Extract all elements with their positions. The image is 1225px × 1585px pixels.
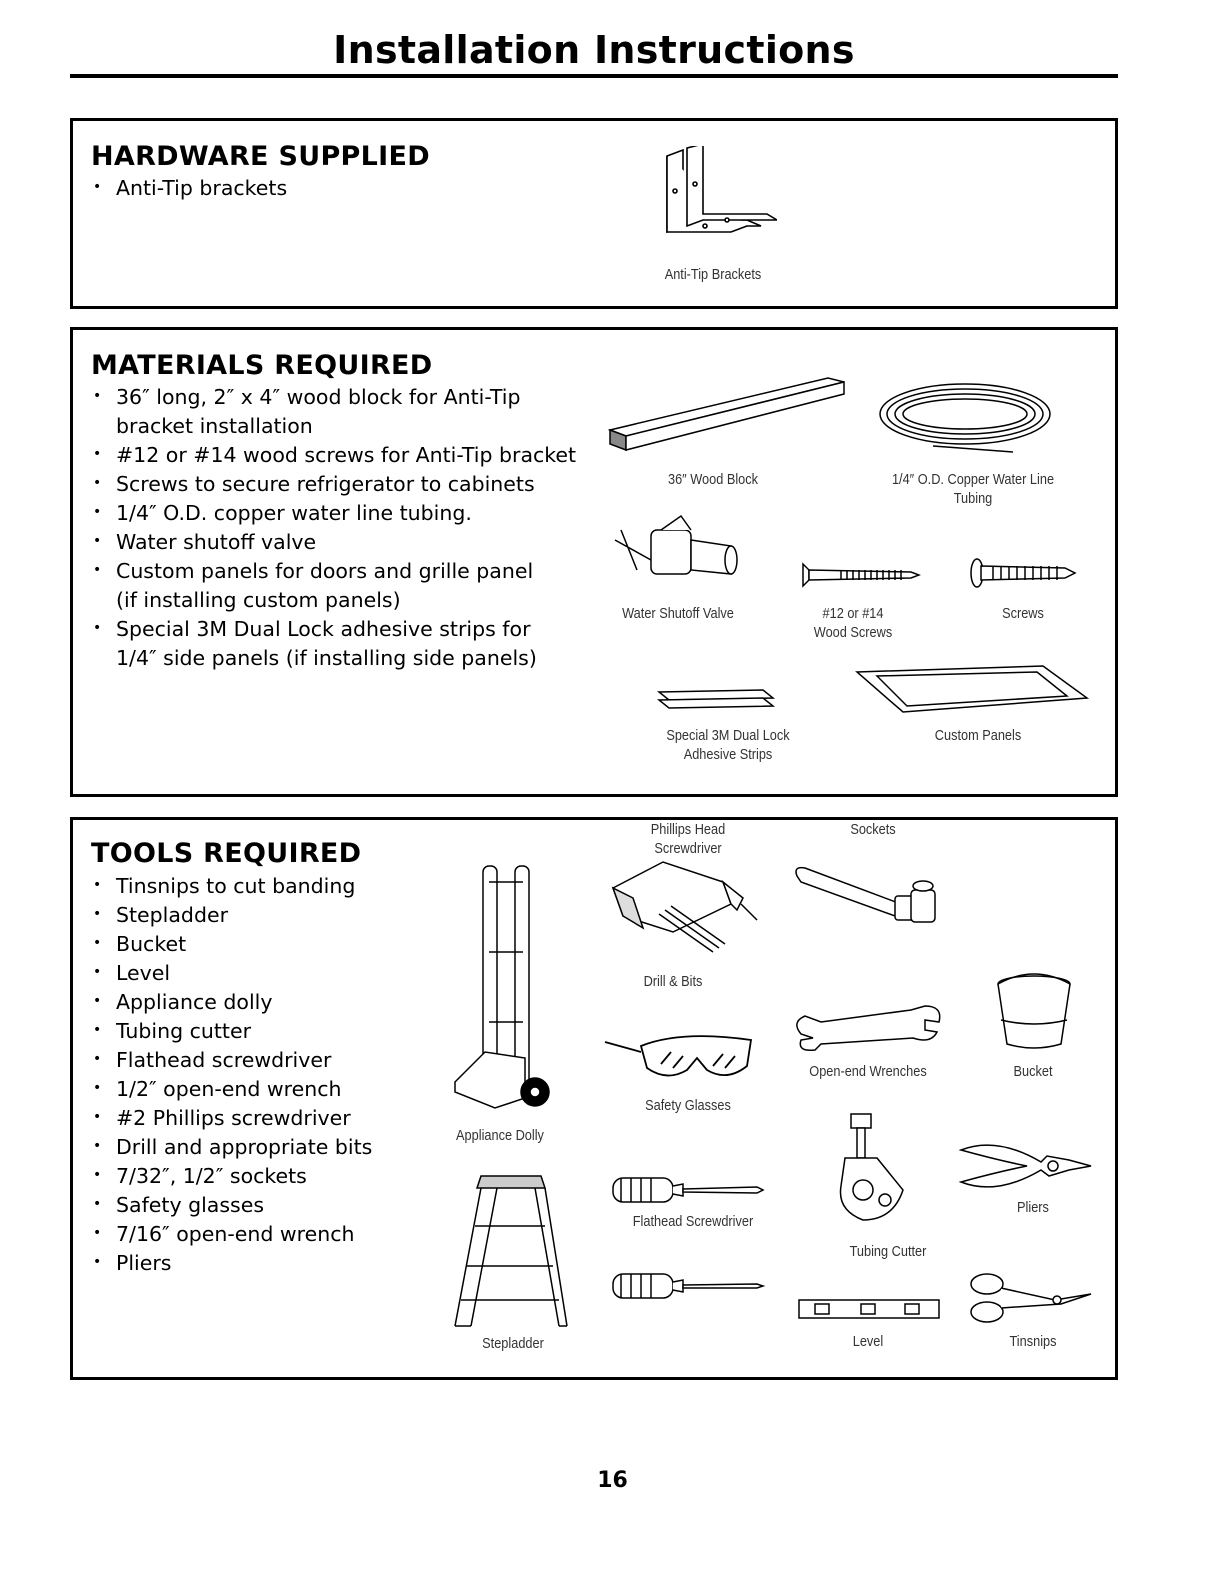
hardware-supplied-section [70, 118, 1118, 309]
flathead-screwdriver-icon [609, 1174, 769, 1208]
hardware-heading: HARDWARE SUPPLIED [91, 141, 430, 172]
sockets-icon [791, 860, 951, 930]
wood-block-icon [608, 372, 848, 452]
figure-caption: Custom Panels [934, 727, 1022, 744]
list-item: • Pliers [93, 1249, 372, 1278]
list-item: • Special 3M Dual Lock adhesive strips for [93, 615, 576, 644]
figure-caption: Tinsnips [1009, 1333, 1057, 1350]
tools-heading: TOOLS REQUIRED [91, 838, 362, 869]
custom-panels-icon [853, 664, 1093, 718]
figure-caption: Water Shutoff Valve [622, 605, 734, 622]
figure-caption: Pliers [1017, 1199, 1049, 1216]
safety-glasses-icon [601, 1022, 761, 1092]
materials-required-section [70, 327, 1118, 797]
figure-caption: Safety Glasses [645, 1097, 731, 1114]
list-item: • Screws to secure refrigerator to cabinets [93, 470, 576, 499]
level-icon [795, 1294, 945, 1324]
phillips-screwdriver-icon [609, 1270, 769, 1304]
title-rule [70, 74, 1118, 78]
list-item: • 7/32″, 1/2″ sockets [93, 1162, 372, 1191]
copper-tubing-icon [873, 374, 1063, 454]
list-item: • Drill and appropriate bits [93, 1133, 372, 1162]
list-item-continuation: (if installing custom panels) [116, 588, 401, 612]
list-item: • Bucket [93, 930, 372, 959]
screws-icon [969, 556, 1079, 590]
wood-screws-icon [801, 560, 921, 590]
stepladder-icon [441, 1166, 571, 1336]
open-end-wrenches-icon [791, 1000, 951, 1060]
figure-caption: Open-end Wrenches [809, 1063, 927, 1080]
list-item: • Tinsnips to cut banding [93, 872, 372, 901]
drill-icon [603, 848, 763, 958]
figure-caption: Special 3M Dual Lock Adhesive Strips [666, 727, 790, 763]
figure-caption: Stepladder [482, 1335, 544, 1352]
pliers-icon [957, 1136, 1097, 1196]
list-item: • #12 or #14 wood screws for Anti-Tip bracket [93, 441, 576, 470]
list-item: • Appliance dolly [93, 988, 372, 1017]
list-item: • Custom panels for doors and grille panel [93, 557, 576, 586]
figure-caption: Flathead Screwdriver [632, 1213, 754, 1230]
materials-list [93, 383, 576, 673]
tinsnips-icon [965, 1268, 1095, 1328]
list-item-continuation: 1/4″ side panels (if installing side panels) [116, 646, 537, 670]
figure-caption: Anti-Tip Brackets [664, 266, 762, 283]
bucket-icon [989, 972, 1079, 1052]
figure-caption: Tubing Cutter [849, 1243, 927, 1260]
anti-tip-brackets-icon [647, 146, 777, 246]
list-item: • 36″ long, 2″ x 4″ wood block for Anti-Tip [93, 383, 576, 412]
figure-caption: Level [852, 1333, 884, 1350]
figure-caption: Phillips Head Screwdriver [650, 821, 726, 857]
materials-heading: MATERIALS REQUIRED [91, 350, 433, 381]
list-item-continuation: bracket installation [116, 414, 313, 438]
appliance-dolly-icon [445, 862, 555, 1122]
tools-list [93, 872, 372, 1278]
hardware-list [93, 174, 287, 203]
list-item: • Safety glasses [93, 1191, 372, 1220]
list-item: • Flathead screwdriver [93, 1046, 372, 1075]
figure-caption: 1/4″ O.D. Copper Water Line Tubing [891, 471, 1055, 507]
tools-required-section [70, 817, 1118, 1380]
list-item: • 1/4″ O.D. copper water line tubing. [93, 499, 576, 528]
figure-caption: #12 or #14 Wood Screws [813, 605, 893, 641]
list-item: • Anti-Tip brackets [93, 174, 287, 203]
list-item: • 7/16″ open-end wrench [93, 1220, 372, 1249]
list-item: • 1/2″ open-end wrench [93, 1075, 372, 1104]
list-item: • Level [93, 959, 372, 988]
figure-caption: Appliance Dolly [456, 1127, 544, 1144]
list-item: • Tubing cutter [93, 1017, 372, 1046]
list-item: • Stepladder [93, 901, 372, 930]
list-item: • Water shutoff valve [93, 528, 576, 557]
figure-caption: Screws [1002, 605, 1044, 622]
figure-caption: Sockets [850, 821, 896, 838]
water-valve-icon [611, 510, 751, 590]
list-item: • #2 Phillips screwdriver [93, 1104, 372, 1133]
figure-caption: 36″ Wood Block [667, 471, 759, 488]
page-number: 16 [597, 1468, 628, 1493]
page-title: Installation Instructions [333, 28, 855, 72]
figure-caption: Drill & Bits [643, 973, 703, 990]
adhesive-strips-icon [655, 682, 785, 712]
figure-caption: Bucket [1013, 1063, 1053, 1080]
tubing-cutter-icon [823, 1110, 923, 1230]
